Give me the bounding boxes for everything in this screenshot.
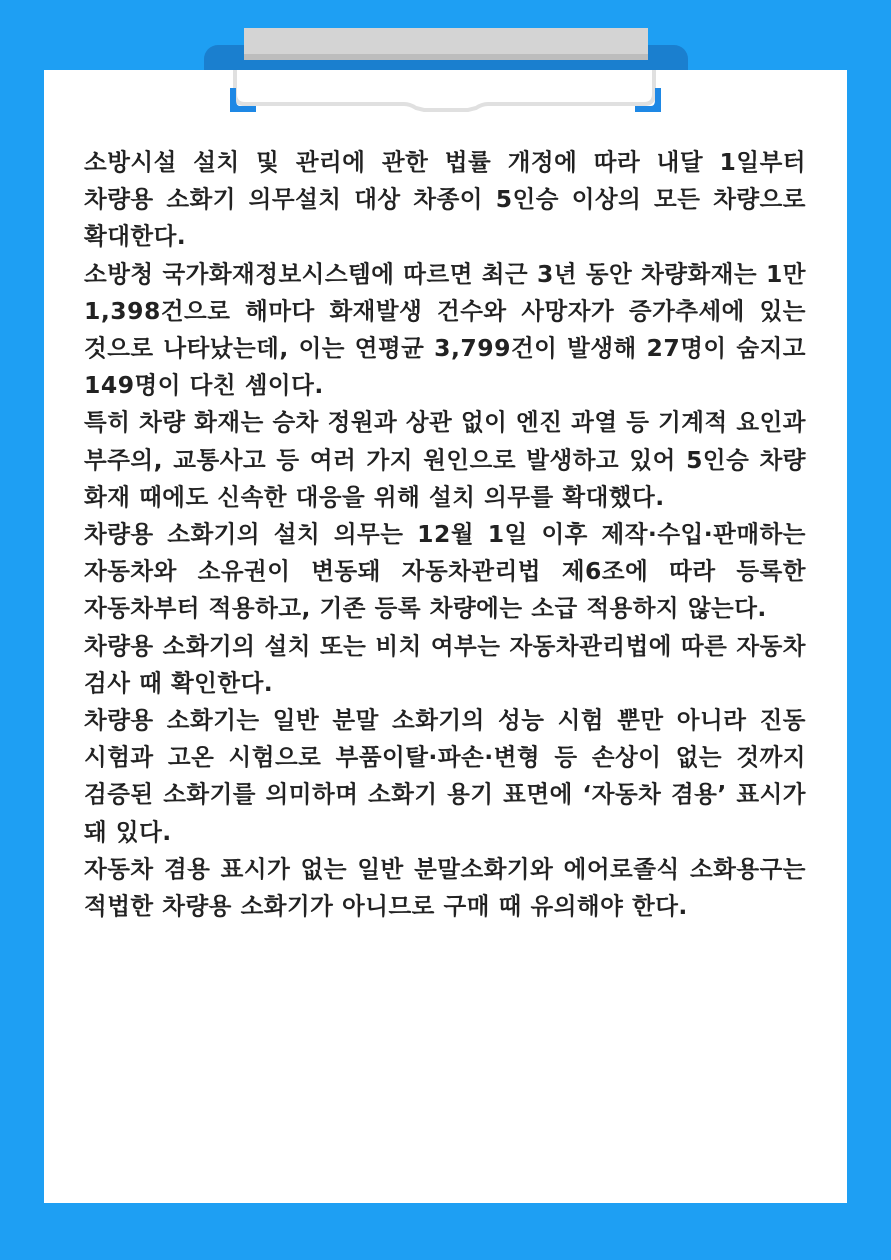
paragraph-7: 자동차 겸용 표시가 없는 일반 분말소화기와 에어로졸식 소화용구는 적법한 차량용 소화기가 아니므로 구매 때 유의해야 한다. — [84, 854, 806, 921]
paper-sheet — [44, 70, 847, 1203]
paragraph-6: 차량용 소화기는 일반 분말 소화기의 성능 시험 뿐만 아니라 진동 시험과 고온 시험으로 부품이탈·파손·변형 등 손상이 없는 것까지 검증된 소화기를 의미하며 소화기 용기 표면에 ‘자동차 겸용’ 표시가 돼 있다. — [84, 706, 806, 846]
paragraph-5: 차량용 소화기의 설치 또는 비치 여부는 자동차관리법에 따른 자동차 검사 때 확인한다. — [84, 631, 806, 697]
article-body — [84, 144, 806, 925]
paragraph-3: 특히 차량 화재는 승차 정원과 상관 없이 엔진 과열 등 기계적 요인과 부주의, 교통사고 등 여러 가지 원인으로 발생하고 있어 5인승 차량 화재 때에도 신속한 대응을 위해 설치 의무를 확대했다. — [84, 408, 806, 511]
paragraph-4: 차량용 소화기의 설치 의무는 12월 1일 이후 제작·수입·판매하는 자동차와 소유권이 변동돼 자동차관리법 제6조에 따라 등록한 자동차부터 적용하고, 기존 등록 차량에는 소급 적용하지 않는다. — [84, 520, 806, 623]
paragraph-1: 소방시설 설치 및 관리에 관한 법률 개정에 따라 내달 1일부터 차량용 소화기 의무설치 대상 차종이 5인승 이상의 모든 차량으로 확대한다. — [84, 148, 806, 251]
paragraph-2: 소방청 국가화재정보시스템에 따르면 최근 3년 동안 차량화재는 1만 1,398건으로 해마다 화재발생 건수와 사망자가 증가추세에 있는 것으로 나타났는데, 이는 연평균 3,799건이 발생해 27명이 숨지고 149명이 다친 셈이다. — [84, 259, 806, 400]
clip-outline — [44, 70, 847, 130]
